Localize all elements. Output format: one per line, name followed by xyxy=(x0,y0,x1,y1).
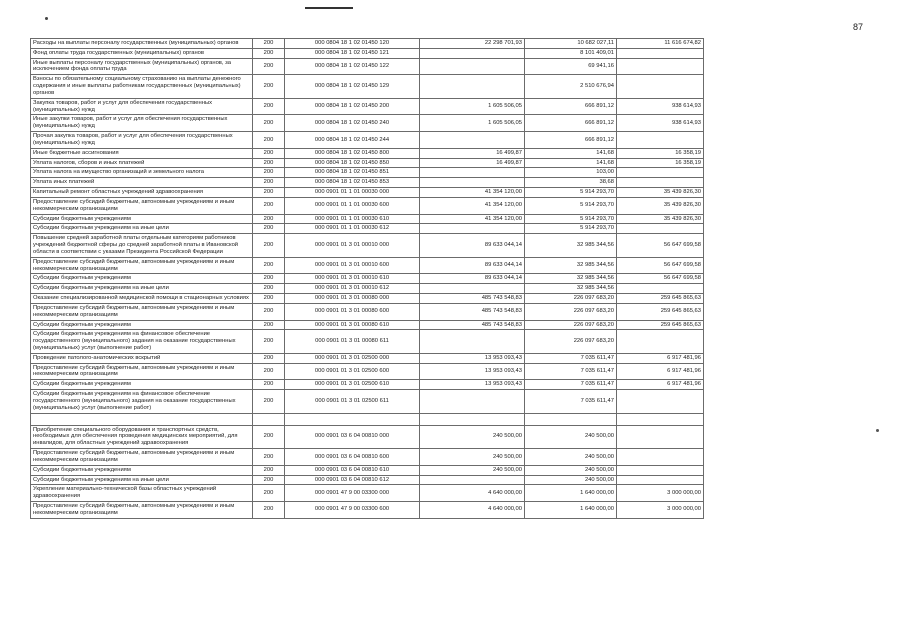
row-name-cell xyxy=(31,413,253,425)
row-budget-code-cell: 000 0804 18 1 02 01450 200 xyxy=(285,98,420,115)
row-budget-code-cell: 000 0901 01 1 01 00030 610 xyxy=(285,214,420,224)
row-amount-executed-cell: 7 035 611,47 xyxy=(525,353,617,363)
row-amount-approved-cell xyxy=(420,58,525,75)
row-budget-code-cell: 000 0804 18 1 02 01450 120 xyxy=(285,39,420,49)
row-amount-approved-cell: 16 499,87 xyxy=(420,158,525,168)
row-name-cell: Взносы по обязательному социальному страхованию на выплаты денежного содержания и иные выплаты работникам государственных (муниципальных) органов xyxy=(31,75,253,98)
table-row xyxy=(31,58,704,75)
row-section-cell: 200 xyxy=(253,48,285,58)
row-name-cell: Укрепление материально-технической базы областных учреждений здравоохранения xyxy=(31,485,253,502)
row-amount-approved-cell: 41 354 120,00 xyxy=(420,214,525,224)
table-row xyxy=(31,303,704,320)
row-amount-executed-cell: 240 500,00 xyxy=(525,425,617,448)
row-name-cell: Предоставление субсидий бюджетным, автономным учреждениям и иным некоммерческим организациям xyxy=(31,197,253,214)
row-budget-code-cell: 000 0901 01 3 01 02500 600 xyxy=(285,363,420,380)
row-budget-code-cell: 000 0804 18 1 02 01450 122 xyxy=(285,58,420,75)
row-amount-unexecuted-cell: 938 614,93 xyxy=(617,98,704,115)
row-amount-approved-cell: 89 633 044,14 xyxy=(420,257,525,274)
table-row xyxy=(31,320,704,330)
row-amount-approved-cell: 4 640 000,00 xyxy=(420,485,525,502)
row-amount-executed-cell: 666 891,12 xyxy=(525,98,617,115)
table-row xyxy=(31,197,704,214)
table-row xyxy=(31,214,704,224)
row-amount-approved-cell xyxy=(420,178,525,188)
table-row xyxy=(31,363,704,380)
row-name-cell: Предоставление субсидий бюджетным, автономным учреждениям и иным некоммерческим организациям xyxy=(31,363,253,380)
row-section-cell: 200 xyxy=(253,330,285,353)
row-amount-unexecuted-cell: 35 439 826,30 xyxy=(617,188,704,198)
row-amount-executed-cell: 7 035 611,47 xyxy=(525,363,617,380)
row-amount-executed-cell: 240 500,00 xyxy=(525,449,617,466)
row-name-cell: Субсидии бюджетным учреждениям на финансовое обеспечение государственного (муниципального) задания на оказание государственных (муниципальных) услуг (выполнение работ) xyxy=(31,330,253,353)
row-amount-unexecuted-cell xyxy=(617,465,704,475)
row-amount-approved-cell: 240 500,00 xyxy=(420,465,525,475)
row-amount-executed-cell: 666 891,12 xyxy=(525,115,617,132)
table-row xyxy=(31,425,704,448)
table-row xyxy=(31,148,704,158)
row-amount-unexecuted-cell xyxy=(617,75,704,98)
table-row xyxy=(31,48,704,58)
row-name-cell: Иные выплаты персоналу государственных (муниципальных) органов, за исключением фонда оплаты труда xyxy=(31,58,253,75)
row-amount-approved-cell xyxy=(420,390,525,413)
row-section-cell: 200 xyxy=(253,303,285,320)
table-row xyxy=(31,158,704,168)
row-amount-approved-cell: 89 633 044,14 xyxy=(420,274,525,284)
row-amount-approved-cell xyxy=(420,475,525,485)
row-section-cell: 200 xyxy=(253,214,285,224)
row-amount-executed-cell: 32 985 344,56 xyxy=(525,284,617,294)
row-amount-unexecuted-cell: 3 000 000,00 xyxy=(617,485,704,502)
row-section-cell: 200 xyxy=(253,224,285,234)
row-budget-code-cell: 000 0804 18 1 02 01450 240 xyxy=(285,115,420,132)
row-amount-approved-cell: 22 298 701,93 xyxy=(420,39,525,49)
row-amount-approved-cell xyxy=(420,132,525,149)
row-budget-code-cell: 000 0901 01 3 01 00010 600 xyxy=(285,257,420,274)
table-row xyxy=(31,330,704,353)
row-amount-approved-cell: 485 743 548,83 xyxy=(420,320,525,330)
row-amount-executed-cell: 69 941,16 xyxy=(525,58,617,75)
row-section-cell: 200 xyxy=(253,465,285,475)
row-budget-code-cell: 000 0901 01 3 01 00080 000 xyxy=(285,294,420,304)
row-name-cell: Предоставление субсидий бюджетным, автономным учреждениям и иным некоммерческим организациям xyxy=(31,303,253,320)
row-amount-executed-cell: 226 097 683,20 xyxy=(525,320,617,330)
row-amount-executed-cell: 32 985 344,56 xyxy=(525,274,617,284)
row-amount-executed-cell: 5 914 293,70 xyxy=(525,214,617,224)
row-name-cell: Фонд оплаты труда государственных (муниципальных) органов xyxy=(31,48,253,58)
row-budget-code-cell: 000 0804 18 1 02 01450 800 xyxy=(285,148,420,158)
scan-speck xyxy=(876,429,879,432)
row-amount-approved-cell: 16 499,87 xyxy=(420,148,525,158)
budget-table-body xyxy=(31,39,704,519)
row-budget-code-cell: 000 0804 18 1 02 01450 129 xyxy=(285,75,420,98)
row-amount-approved-cell xyxy=(420,75,525,98)
table-row xyxy=(31,257,704,274)
table-row xyxy=(31,188,704,198)
row-section-cell: 200 xyxy=(253,425,285,448)
row-name-cell: Расходы на выплаты персоналу государственных (муниципальных) органов xyxy=(31,39,253,49)
row-section-cell: 200 xyxy=(253,502,285,519)
row-amount-unexecuted-cell: 6 917 481,96 xyxy=(617,380,704,390)
row-section-cell: 200 xyxy=(253,148,285,158)
table-row xyxy=(31,284,704,294)
row-amount-approved-cell xyxy=(420,48,525,58)
row-amount-executed-cell: 8 101 409,01 xyxy=(525,48,617,58)
row-amount-unexecuted-cell xyxy=(617,330,704,353)
row-name-cell: Повышение средней заработной платы отдельным категориям работников учреждений бюджетной сферы до средней заработной платы в Ивановской области в соответствии с указами Президента Российской Федерации xyxy=(31,234,253,257)
row-amount-executed-cell: 141,68 xyxy=(525,148,617,158)
row-amount-unexecuted-cell: 6 917 481,96 xyxy=(617,363,704,380)
row-amount-unexecuted-cell xyxy=(617,425,704,448)
row-budget-code-cell: 000 0901 01 3 01 00080 610 xyxy=(285,320,420,330)
table-row xyxy=(31,274,704,284)
row-name-cell: Уплата налогов, сборов и иных платежей xyxy=(31,158,253,168)
row-amount-executed-cell: 5 914 293,70 xyxy=(525,197,617,214)
row-name-cell: Субсидии бюджетным учреждениям xyxy=(31,214,253,224)
row-amount-executed-cell: 5 914 293,70 xyxy=(525,224,617,234)
row-name-cell: Субсидии бюджетным учреждениям xyxy=(31,320,253,330)
row-amount-approved-cell: 240 500,00 xyxy=(420,425,525,448)
row-amount-approved-cell xyxy=(420,224,525,234)
row-budget-code-cell: 000 0901 03 6 04 00810 000 xyxy=(285,425,420,448)
row-amount-approved-cell xyxy=(420,284,525,294)
row-amount-unexecuted-cell xyxy=(617,178,704,188)
row-section-cell: 200 xyxy=(253,363,285,380)
table-row xyxy=(31,224,704,234)
row-budget-code-cell: 000 0901 03 6 04 00810 612 xyxy=(285,475,420,485)
row-section-cell: 200 xyxy=(253,234,285,257)
table-row xyxy=(31,75,704,98)
row-name-cell: Иные бюджетные ассигнования xyxy=(31,148,253,158)
row-budget-code-cell: 000 0804 18 1 02 01450 850 xyxy=(285,158,420,168)
row-amount-approved-cell: 41 354 120,00 xyxy=(420,197,525,214)
table-row xyxy=(31,294,704,304)
row-name-cell: Уплата налога на имущество организаций и земельного налога xyxy=(31,168,253,178)
row-section-cell: 200 xyxy=(253,115,285,132)
row-name-cell: Оказание специализированной медицинской помощи в стационарных условиях xyxy=(31,294,253,304)
row-amount-unexecuted-cell: 259 645 865,63 xyxy=(617,303,704,320)
row-budget-code-cell xyxy=(285,413,420,425)
row-amount-approved-cell: 4 640 000,00 xyxy=(420,502,525,519)
row-amount-approved-cell: 13 953 093,43 xyxy=(420,380,525,390)
row-amount-approved-cell: 13 953 093,43 xyxy=(420,353,525,363)
row-amount-approved-cell: 13 953 093,43 xyxy=(420,363,525,380)
table-row xyxy=(31,234,704,257)
row-section-cell: 200 xyxy=(253,380,285,390)
row-amount-executed-cell: 32 985 344,56 xyxy=(525,234,617,257)
row-amount-unexecuted-cell: 938 614,93 xyxy=(617,115,704,132)
table-row xyxy=(31,168,704,178)
row-section-cell: 200 xyxy=(253,475,285,485)
table-row xyxy=(31,502,704,519)
row-budget-code-cell: 000 0804 18 1 02 01450 244 xyxy=(285,132,420,149)
row-amount-executed-cell: 666 891,12 xyxy=(525,132,617,149)
row-budget-code-cell: 000 0901 03 6 04 00810 610 xyxy=(285,465,420,475)
row-name-cell: Капитальный ремонт областных учреждений здравоохранения xyxy=(31,188,253,198)
row-section-cell: 200 xyxy=(253,178,285,188)
row-amount-executed-cell: 10 682 027,11 xyxy=(525,39,617,49)
row-name-cell: Закупка товаров, работ и услуг для обеспечения государственных (муниципальных) нужд xyxy=(31,98,253,115)
row-budget-code-cell: 000 0901 01 3 01 02500 610 xyxy=(285,380,420,390)
row-budget-code-cell: 000 0901 01 3 01 02500 611 xyxy=(285,390,420,413)
row-section-cell: 200 xyxy=(253,58,285,75)
row-budget-code-cell: 000 0901 03 6 04 00810 600 xyxy=(285,449,420,466)
row-amount-unexecuted-cell: 259 645 865,63 xyxy=(617,294,704,304)
row-name-cell: Предоставление субсидий бюджетным, автономным учреждениям и иным некоммерческим организациям xyxy=(31,449,253,466)
scan-speck xyxy=(45,17,48,20)
table-row xyxy=(31,39,704,49)
row-budget-code-cell: 000 0901 47 9 00 03300 600 xyxy=(285,502,420,519)
row-amount-unexecuted-cell: 259 645 865,63 xyxy=(617,320,704,330)
row-name-cell: Проведение патолого-анатомических вскрытий xyxy=(31,353,253,363)
row-amount-approved-cell: 240 500,00 xyxy=(420,449,525,466)
row-amount-unexecuted-cell: 16 358,19 xyxy=(617,158,704,168)
row-amount-unexecuted-cell xyxy=(617,475,704,485)
table-row xyxy=(31,178,704,188)
row-section-cell: 200 xyxy=(253,353,285,363)
row-section-cell: 200 xyxy=(253,75,285,98)
row-amount-unexecuted-cell: 35 439 826,30 xyxy=(617,197,704,214)
row-budget-code-cell: 000 0804 18 1 02 01450 853 xyxy=(285,178,420,188)
row-name-cell: Иные закупки товаров, работ и услуг для обеспечения государственных (муниципальных) нужд xyxy=(31,115,253,132)
row-budget-code-cell: 000 0901 47 9 00 03300 000 xyxy=(285,485,420,502)
row-name-cell: Уплата иных платежей xyxy=(31,178,253,188)
row-name-cell: Приобретение специального оборудования и транспортных средств, необходимых для обеспечения проведения медицинских мероприятий, для инвалидов, для областных учреждений здравоохранения xyxy=(31,425,253,448)
row-budget-code-cell: 000 0901 01 1 01 00030 612 xyxy=(285,224,420,234)
row-amount-approved-cell: 485 743 548,83 xyxy=(420,294,525,304)
row-amount-unexecuted-cell xyxy=(617,284,704,294)
row-amount-executed-cell: 240 500,00 xyxy=(525,475,617,485)
row-budget-code-cell: 000 0901 01 3 01 02500 000 xyxy=(285,353,420,363)
row-section-cell: 200 xyxy=(253,257,285,274)
table-row xyxy=(31,485,704,502)
row-name-cell: Субсидии бюджетным учреждениям на иные цели xyxy=(31,224,253,234)
row-amount-executed-cell: 7 035 611,47 xyxy=(525,390,617,413)
row-amount-unexecuted-cell xyxy=(617,224,704,234)
row-section-cell: 200 xyxy=(253,294,285,304)
row-amount-approved-cell: 89 633 044,14 xyxy=(420,234,525,257)
row-section-cell: 200 xyxy=(253,485,285,502)
row-amount-executed-cell: 32 985 344,56 xyxy=(525,257,617,274)
row-name-cell: Субсидии бюджетным учреждениям xyxy=(31,274,253,284)
row-amount-unexecuted-cell xyxy=(617,132,704,149)
table-row xyxy=(31,449,704,466)
row-amount-executed-cell: 226 097 683,20 xyxy=(525,294,617,304)
row-budget-code-cell: 000 0901 01 1 01 00030 000 xyxy=(285,188,420,198)
row-amount-unexecuted-cell: 11 616 674,82 xyxy=(617,39,704,49)
row-section-cell: 200 xyxy=(253,168,285,178)
row-section-cell: 200 xyxy=(253,188,285,198)
row-amount-unexecuted-cell: 3 000 000,00 xyxy=(617,502,704,519)
row-amount-approved-cell xyxy=(420,330,525,353)
row-amount-unexecuted-cell xyxy=(617,168,704,178)
table-row xyxy=(31,465,704,475)
budget-execution-table xyxy=(30,38,703,519)
row-name-cell: Субсидии бюджетным учреждениям xyxy=(31,465,253,475)
table-row xyxy=(31,353,704,363)
row-amount-unexecuted-cell: 56 647 699,58 xyxy=(617,234,704,257)
row-amount-unexecuted-cell xyxy=(617,48,704,58)
row-budget-code-cell: 000 0804 18 1 02 01450 851 xyxy=(285,168,420,178)
row-amount-unexecuted-cell xyxy=(617,58,704,75)
row-amount-approved-cell: 485 743 548,83 xyxy=(420,303,525,320)
row-amount-executed-cell: 1 640 000,00 xyxy=(525,485,617,502)
row-amount-executed-cell: 5 914 293,70 xyxy=(525,188,617,198)
row-section-cell: 200 xyxy=(253,320,285,330)
row-amount-executed-cell: 103,00 xyxy=(525,168,617,178)
row-amount-executed-cell: 226 097 683,20 xyxy=(525,330,617,353)
row-section-cell: 200 xyxy=(253,158,285,168)
table-row xyxy=(31,98,704,115)
row-section-cell: 200 xyxy=(253,98,285,115)
row-section-cell: 200 xyxy=(253,274,285,284)
row-amount-unexecuted-cell xyxy=(617,413,704,425)
row-amount-unexecuted-cell: 56 647 699,58 xyxy=(617,257,704,274)
row-amount-approved-cell: 1 605 506,05 xyxy=(420,98,525,115)
row-amount-unexecuted-cell: 35 439 826,30 xyxy=(617,214,704,224)
row-amount-approved-cell: 41 354 120,00 xyxy=(420,188,525,198)
row-amount-executed-cell: 240 500,00 xyxy=(525,465,617,475)
table-empty-row xyxy=(31,413,704,425)
row-name-cell: Субсидии бюджетным учреждениям на иные цели xyxy=(31,284,253,294)
row-budget-code-cell: 000 0901 01 3 01 00010 000 xyxy=(285,234,420,257)
row-section-cell: 200 xyxy=(253,390,285,413)
row-budget-code-cell: 000 0901 01 3 01 00010 612 xyxy=(285,284,420,294)
row-budget-code-cell: 000 0901 01 3 01 00080 611 xyxy=(285,330,420,353)
row-section-cell: 200 xyxy=(253,449,285,466)
table-row xyxy=(31,380,704,390)
row-name-cell: Субсидии бюджетным учреждениям на иные цели xyxy=(31,475,253,485)
row-name-cell: Предоставление субсидий бюджетным, автономным учреждениям и иным некоммерческим организациям xyxy=(31,502,253,519)
row-section-cell: 200 xyxy=(253,197,285,214)
row-budget-code-cell: 000 0901 01 1 01 00030 600 xyxy=(285,197,420,214)
row-amount-approved-cell xyxy=(420,168,525,178)
scan-fold-mark xyxy=(305,7,353,9)
row-amount-unexecuted-cell: 56 647 699,58 xyxy=(617,274,704,284)
row-amount-executed-cell: 226 097 683,20 xyxy=(525,303,617,320)
table-row xyxy=(31,132,704,149)
row-section-cell: 200 xyxy=(253,132,285,149)
row-amount-unexecuted-cell: 16 358,19 xyxy=(617,148,704,158)
row-amount-unexecuted-cell: 6 917 481,96 xyxy=(617,353,704,363)
row-amount-executed-cell: 7 035 611,47 xyxy=(525,380,617,390)
row-amount-approved-cell xyxy=(420,413,525,425)
row-budget-code-cell: 000 0804 18 1 02 01450 121 xyxy=(285,48,420,58)
row-name-cell: Субсидии бюджетным учреждениям на финансовое обеспечение государственного (муниципального) задания на оказание государственных (муниципальных) услуг (выполнение работ) xyxy=(31,390,253,413)
row-section-cell: 200 xyxy=(253,284,285,294)
row-section-cell xyxy=(253,413,285,425)
row-amount-unexecuted-cell xyxy=(617,449,704,466)
budget-table xyxy=(30,38,704,519)
page-number: 87 xyxy=(852,22,863,32)
row-name-cell: Прочая закупка товаров, работ и услуг для обеспечения государственных (муниципальных) нужд xyxy=(31,132,253,149)
table-row xyxy=(31,115,704,132)
row-section-cell: 200 xyxy=(253,39,285,49)
row-name-cell: Предоставление субсидий бюджетным, автономным учреждениям и иным некоммерческим организациям xyxy=(31,257,253,274)
row-amount-executed-cell: 38,68 xyxy=(525,178,617,188)
row-name-cell: Субсидии бюджетным учреждениям xyxy=(31,380,253,390)
row-amount-executed-cell xyxy=(525,413,617,425)
row-amount-executed-cell: 2 510 676,94 xyxy=(525,75,617,98)
row-amount-unexecuted-cell xyxy=(617,390,704,413)
table-row xyxy=(31,475,704,485)
row-amount-executed-cell: 141,68 xyxy=(525,158,617,168)
row-budget-code-cell: 000 0901 01 3 01 00080 600 xyxy=(285,303,420,320)
row-budget-code-cell: 000 0901 01 3 01 00010 610 xyxy=(285,274,420,284)
row-amount-approved-cell: 1 605 506,05 xyxy=(420,115,525,132)
table-row xyxy=(31,390,704,413)
row-amount-executed-cell: 1 640 000,00 xyxy=(525,502,617,519)
